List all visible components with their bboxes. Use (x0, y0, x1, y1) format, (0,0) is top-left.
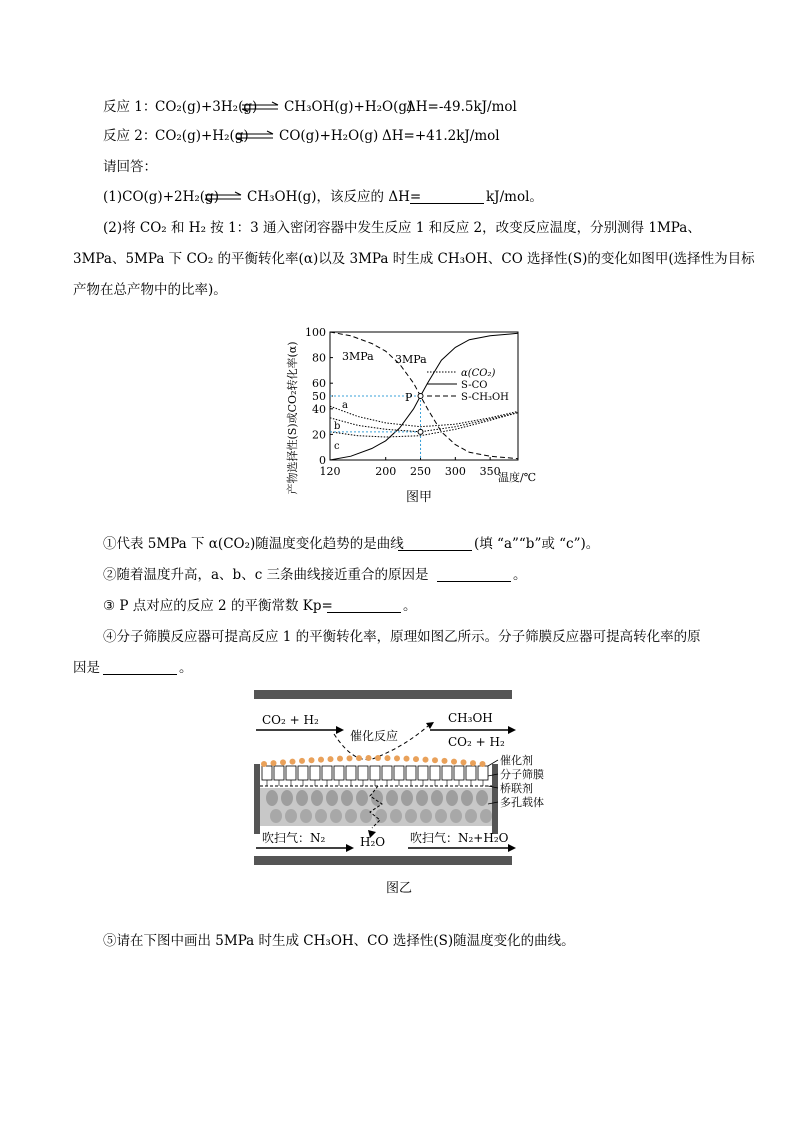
pore-blob (420, 809, 432, 823)
catalyst-dot (413, 756, 419, 762)
y-tick-label: 50 (312, 390, 326, 403)
pore-blob (296, 790, 308, 806)
sieve-cell (394, 766, 404, 780)
catalyst-dot (318, 757, 324, 763)
figure-1-chart (282, 312, 550, 507)
label-point-p: P (405, 391, 413, 404)
label-3mpa-left: 3MPa (342, 350, 374, 363)
sieve-cell (406, 766, 416, 780)
legend-sch3oh: S-CH₃OH (461, 392, 509, 403)
q2-part-4-end: 。 (179, 660, 193, 676)
q2-part-5-text: ⑤请在下图中画出 5MPa 时生成 CH₃OH、CO 选择性(S)随温度变化的曲线。 (103, 933, 575, 949)
outlet-unreacted: CO₂ + H₂ (448, 735, 505, 749)
catalyst-dot (480, 761, 486, 767)
sieve-cell (274, 766, 284, 780)
pore-blob (476, 790, 488, 806)
bottom-plate (254, 856, 512, 865)
q2-part-4-text-2: 因是 (73, 660, 100, 676)
label-3mpa-right: 3MPa (395, 353, 427, 366)
sieve-cell (430, 766, 440, 780)
q2-part-2-text: ②随着温度升高，a、b、c 三条曲线接近重合的原因是 (103, 567, 429, 583)
pore-blob (401, 790, 413, 806)
y-tick-label: 80 (312, 351, 326, 365)
q2-text-1: (2)将 CO₂ 和 H₂ 按 1：3 通入密闭容器中发生反应 1 和反应 2，改变反应温度，分别测得 1MPa、 (103, 220, 701, 236)
series-line-a (330, 406, 518, 427)
point-marker (418, 429, 423, 434)
curve-label-c: c (334, 441, 340, 452)
figure-2-caption: 图乙 (386, 881, 413, 896)
left-wall (254, 764, 260, 834)
catalyst-dot (337, 756, 343, 762)
sieve-cell (322, 766, 332, 780)
sieve-cell (478, 766, 488, 780)
point-p-marker (418, 394, 423, 399)
catalyst-dot (375, 755, 381, 761)
curve-label-a: a (342, 400, 348, 411)
pore-blob (356, 790, 368, 806)
sieve-cell (466, 766, 476, 780)
series-line-b (330, 413, 518, 432)
label-bridging-agent: 桥联剂 (500, 782, 533, 795)
pore-blob (446, 790, 458, 806)
catalyst-dot (385, 755, 391, 761)
pore-blob (435, 809, 447, 823)
pore-blob (375, 809, 387, 823)
q2-part-2-blank[interactable] (437, 567, 511, 582)
catalyst-dot (470, 760, 476, 766)
pore-blob (386, 790, 398, 806)
sieve-cell (370, 766, 380, 780)
x-tick-label: 200 (375, 465, 397, 478)
label-porous-support: 多孔载体 (500, 796, 544, 809)
pore-blob (431, 790, 443, 806)
pore-blob (465, 809, 477, 823)
q2-part-4-blank[interactable] (103, 660, 177, 675)
catalyst-dot (404, 756, 410, 762)
y-tick-label: 100 (305, 326, 326, 339)
x-tick-label: 120 (319, 465, 341, 478)
catalyst-dot (309, 757, 315, 763)
water-label: H₂O (360, 835, 386, 849)
catalyst-dot (461, 759, 467, 765)
x-axis-label: 温度/℃ (498, 471, 537, 484)
reaction-1-label: 反应 1： (103, 99, 157, 115)
pore-blob (341, 790, 353, 806)
q2-part-1-hint: (填 “a”“b”或 “c”)。 (474, 536, 600, 552)
series-line-c (330, 413, 518, 437)
x-tick-label: 300 (444, 465, 466, 478)
pore-blob (461, 790, 473, 806)
molecular-sieve-membrane (262, 766, 488, 786)
q2-part-1-text: ①代表 5MPa 下 α(CO₂)随温度变化趋势的是曲线 (103, 536, 404, 552)
sieve-cell (310, 766, 320, 780)
catalyst-dot (347, 755, 353, 761)
q1-reactants: (1)CO(g)+2H₂(g) (103, 189, 219, 205)
sweep-inlet: 吹扫气：N₂ (262, 831, 326, 845)
pore-blob (450, 809, 462, 823)
equilibrium-arrow-icon (203, 191, 243, 203)
reaction-2-products: CO(g)+H₂O(g) (279, 128, 379, 144)
sieve-cell (454, 766, 464, 780)
pore-blob (326, 790, 338, 806)
pore-blob (311, 790, 323, 806)
curve-label-b: b (334, 421, 341, 432)
x-tick-label: 250 (410, 465, 432, 478)
pore-blob (266, 790, 278, 806)
outlet-product: CH₃OH (448, 711, 493, 725)
sieve-cell (298, 766, 308, 780)
reaction-label: 催化反应 (350, 729, 399, 743)
legend-alpha: α(CO₂) (461, 368, 496, 379)
sieve-cell (358, 766, 368, 780)
catalyst-dot (356, 755, 362, 761)
q2-text-2: 3MPa、5MPa 下 CO₂ 的平衡转化率(α)以及 3MPa 时生成 CH₃OH、CO 选择性(S)的变化如图甲(选择性为目标 (73, 251, 755, 267)
q1-answer-blank[interactable] (410, 189, 484, 204)
equilibrium-arrow-icon (240, 101, 280, 113)
reaction-1-reactants: CO₂(g)+3H₂(g) (155, 99, 258, 115)
catalyst-dot (280, 759, 286, 765)
arrow-head-icon (346, 844, 354, 852)
catalyst-dot (451, 759, 457, 765)
chart-legend (427, 368, 509, 403)
q2-part-1-blank[interactable] (398, 536, 472, 551)
equilibrium-arrow-icon (235, 130, 275, 142)
sieve-cell (442, 766, 452, 780)
q1-product: CH₃OH(g)，该反应的 ΔH= (247, 189, 422, 205)
label-sieve-membrane: 分子筛膜 (500, 768, 544, 781)
pore-blob (270, 809, 282, 823)
q1-unit: kJ/mol。 (486, 189, 543, 205)
figure-2-diagram (250, 686, 544, 868)
pore-blob (390, 809, 402, 823)
catalyst-dot (328, 756, 334, 762)
sieve-cell (262, 766, 272, 780)
sieve-cell (334, 766, 344, 780)
pore-blob (300, 809, 312, 823)
pore-blob (315, 809, 327, 823)
q2-part-2-end: 。 (513, 567, 527, 583)
arrow-head-icon (508, 726, 516, 734)
sweep-outlet: 吹扫气：N₂+H₂O (410, 831, 509, 845)
y-tick-label: 40 (312, 402, 326, 416)
pore-blob (405, 809, 417, 823)
sieve-cell (382, 766, 392, 780)
q2-part-3-end: 。 (403, 598, 417, 614)
catalyst-dot (271, 760, 277, 766)
pore-blob (285, 809, 297, 823)
reaction-1-products: CH₃OH(g)+H₂O(g) (284, 99, 413, 115)
reaction-2-reactants: CO₂(g)+H₂(g) (155, 128, 249, 144)
top-plate (254, 690, 512, 699)
sieve-cell (418, 766, 428, 780)
catalyst-particles (261, 755, 486, 767)
legend-sco: S-CO (461, 380, 488, 391)
prompt-text: 请回答： (103, 159, 157, 175)
reaction-1-enthalpy: ΔH=-49.5kJ/mol (406, 99, 517, 115)
catalyst-dot (366, 755, 372, 761)
catalyst-dot (394, 755, 400, 761)
catalyst-dot (261, 761, 267, 767)
sieve-cell (346, 766, 356, 780)
reaction-2-enthalpy: ΔH=+41.2kJ/mol (382, 128, 500, 144)
figure-1-caption: 图甲 (406, 490, 433, 505)
y-tick-label: 60 (312, 377, 326, 391)
label-catalyst: 催化剂 (500, 754, 533, 767)
reaction-2-label: 反应 2： (103, 128, 157, 144)
pore-blob (330, 809, 342, 823)
y-tick-label: 20 (312, 428, 326, 442)
q2-part-4-text: ④分子筛膜反应器可提高反应 1 的平衡转化率，原理如图乙所示。分子筛膜反应器可提高转化率的原 (103, 629, 701, 645)
pore-blob (480, 809, 492, 823)
catalyst-dot (290, 759, 296, 765)
q2-part-3-text: ③ P 点对应的反应 2 的平衡常数 Kp= (103, 598, 333, 614)
pore-blob (416, 790, 428, 806)
y-tick-label: 0 (319, 454, 326, 467)
q2-part-3-blank[interactable] (327, 598, 401, 613)
catalyst-dot (432, 757, 438, 763)
arrow-head-icon (336, 726, 344, 734)
catalyst-dot (299, 758, 305, 764)
sieve-cell (286, 766, 296, 780)
pore-blob (360, 809, 372, 823)
inlet-gas: CO₂ + H₂ (262, 713, 319, 727)
q2-text-3: 产物在总产物中的比率)。 (73, 282, 227, 298)
x-tick-label: 350 (479, 465, 501, 478)
arrow-head-icon (426, 722, 434, 729)
catalyst-dot (423, 757, 429, 763)
pore-blob (281, 790, 293, 806)
catalyst-dot (442, 758, 448, 764)
arrow-head-icon (508, 844, 516, 852)
pore-blob (345, 809, 357, 823)
y-axis-label: 产物选择性(S)或CO₂转化率(α) (286, 341, 299, 495)
